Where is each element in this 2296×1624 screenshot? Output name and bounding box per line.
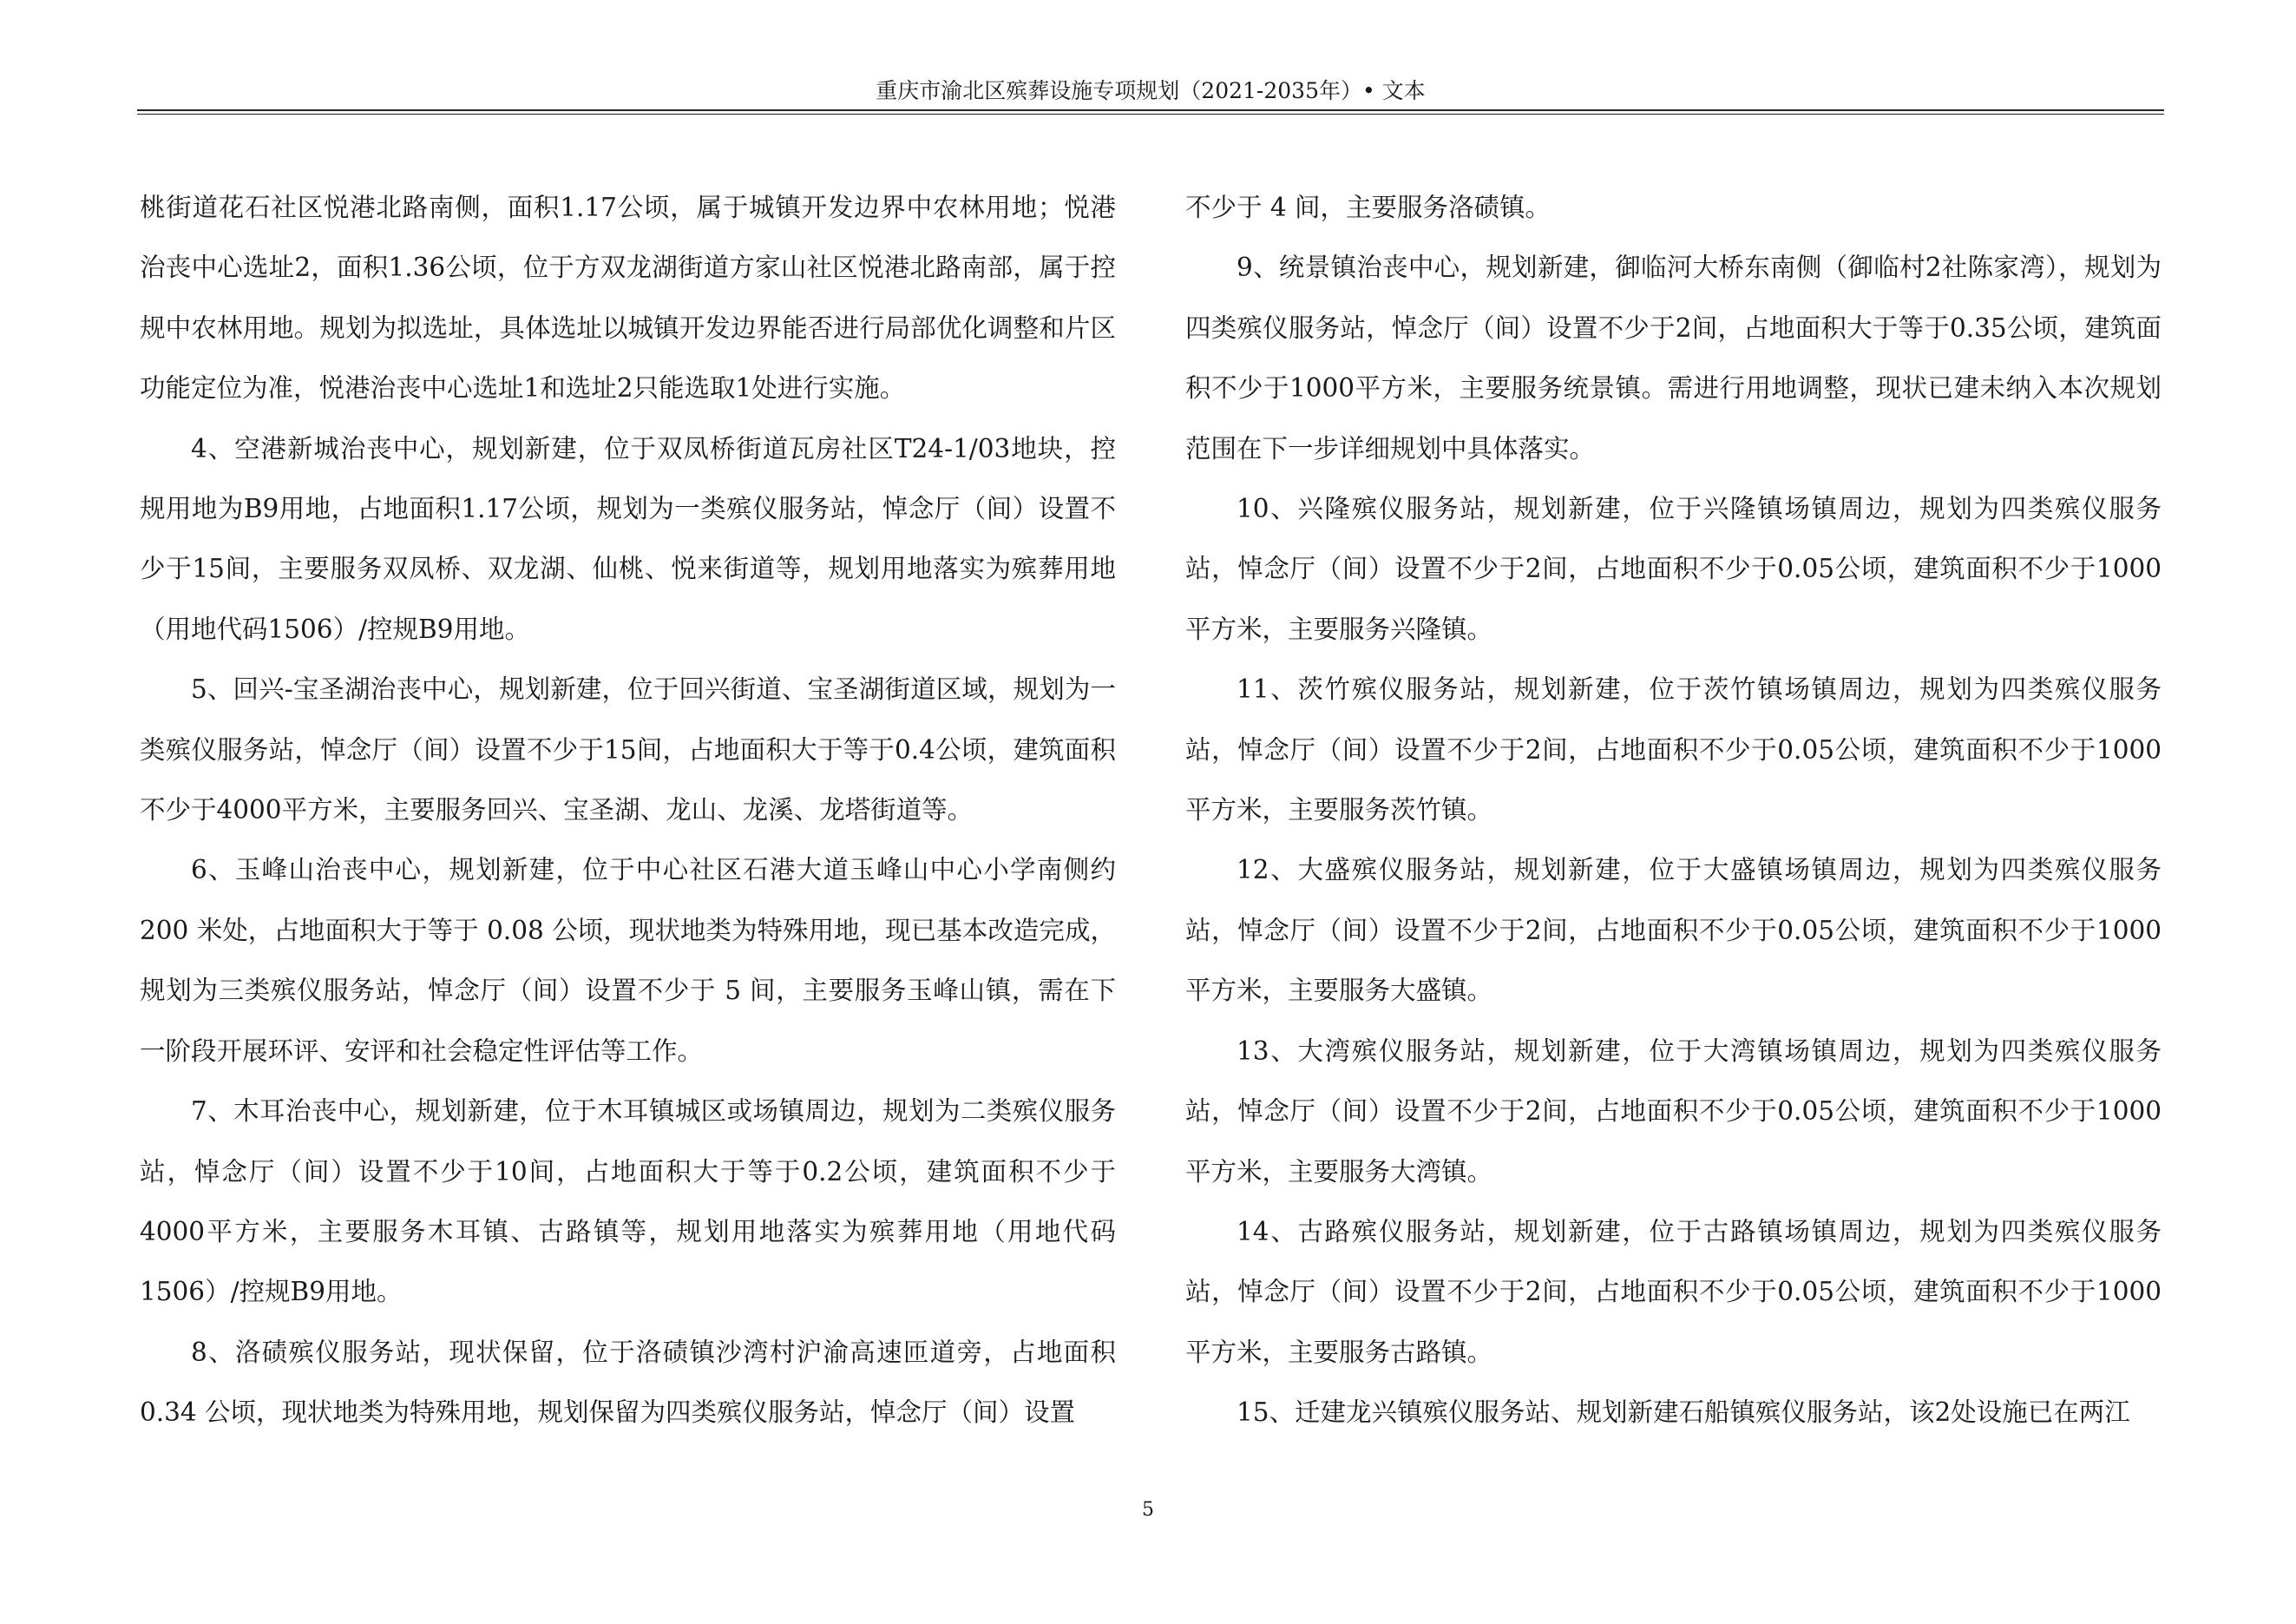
paragraph-item-10: 10、兴隆殡仪服务站，规划新建，位于兴隆镇场镇周边，规划为四类殡仪服务站，悼念厅（间）设置不少于2间，占地面积不少于0.05公顷，建筑面积不少于1000平方米，主要服务兴隆镇。 xyxy=(1185,494,2162,644)
paragraph-item-9: 9、统景镇治丧中心，规划新建，御临河大桥东南侧（御临村2社陈家湾），规划为四类殡仪服务站，悼念厅（间）设置不少于2间，占地面积大于等于0.35公顷，建筑面积不少于1000平方米，主要服务统景镇。需进行用地调整，现状已建未纳入本次规划范围在下一步详细规划中具体落实。 xyxy=(1185,253,2162,464)
paragraph-item-5: 5、回兴-宝圣湖治丧中心，规划新建，位于回兴街道、宝圣湖街道区域，规划为一类殡仪服务站，悼念厅（间）设置不少于15间，占地面积大于等于0.4公顷，建筑面积不少于4000平方米，主要服务回兴、宝圣湖、龙山、龙溪、龙塔街道等。 xyxy=(140,674,1116,825)
paragraph-item-8: 8、洛碛殡仪服务站，现状保留，位于洛碛镇沙湾村沪渝高速匝道旁，占地面积0.34 公顷，现状地类为特殊用地，规划保留为四类殡仪服务站，悼念厅（间）设置 xyxy=(140,1337,1116,1428)
paragraph-item-11: 11、茨竹殡仪服务站，规划新建，位于茨竹镇场镇周边，规划为四类殡仪服务站，悼念厅（间）设置不少于2间，占地面积不少于0.05公顷，建筑面积不少于1000平方米，主要服务茨竹镇。 xyxy=(1185,674,2162,825)
paragraph-item-4: 4、空港新城治丧中心，规划新建，位于双凤桥街道瓦房社区T24-1/03地块，控规用地为B9用地，占地面积1.17公顷，规划为一类殡仪服务站，悼念厅（间）设置不少于15间，主要服务双凤桥、双龙湖、仙桃、悦来街道等，规划用地落实为殡葬用地（用地代码1506）/控规B9用地。 xyxy=(140,433,1116,644)
page-header-title: 重庆市渝北区殡葬设施专项规划（2021-2035年）• 文本 xyxy=(876,78,1426,103)
paragraph-item-13: 13、大湾殡仪服务站，规划新建，位于大湾镇场镇周边，规划为四类殡仪服务站，悼念厅（间）设置不少于2间，占地面积不少于0.05公顷，建筑面积不少于1000平方米，主要服务大湾镇。 xyxy=(1185,1036,2162,1187)
paragraph-item-15: 15、迁建龙兴镇殡仪服务站、规划新建石船镇殡仪服务站，该2处设施已在两江 xyxy=(1237,1397,2130,1428)
paragraph-item-14: 14、古路殡仪服务站，规划新建，位于古路镇场镇周边，规划为四类殡仪服务站，悼念厅（间）设置不少于2间，占地面积不少于0.05公顷，建筑面积不少于1000平方米，主要服务古路镇。 xyxy=(1185,1216,2162,1367)
header-rule-bottom xyxy=(137,114,2164,115)
paragraph-item-7: 7、木耳治丧中心，规划新建，位于木耳镇城区或场镇周边，规划为二类殡仪服务站，悼念厅（间）设置不少于10间，占地面积大于等于0.2公顷，建筑面积不少于4000平方米，主要服务木耳镇、古路镇等，规划用地落实为殡葬用地（用地代码1506）/控规B9用地。 xyxy=(140,1096,1116,1307)
right-column xyxy=(1185,178,2162,1443)
paragraph-continued: 桃街道花石社区悦港北路南侧，面积1.17公顷，属于城镇开发边界中农林用地；悦港治丧中心选址2，面积1.36公顷，位于方双龙湖街道方家山社区悦港北路南部，属于控规中农林用地。规划为拟选址，具体选址以城镇开发边界能否进行局部优化调整和片区功能定位为准，悦港治丧中心选址1和选址2只能选取1处进行实施。 xyxy=(140,193,1116,404)
page-number: 5 xyxy=(1142,1499,1154,1521)
header-rule-top xyxy=(137,109,2164,111)
paragraph-item-8-continued: 不少于 4 间，主要服务洛碛镇。 xyxy=(1185,193,1551,222)
paragraph-item-6: 6、玉峰山治丧中心，规划新建，位于中心社区石港大道玉峰山中心小学南侧约200 米处，占地面积大于等于 0.08 公顷，现状地类为特殊用地，现已基本改造完成，规划为三类殡仪服务站，悼念厅（间）设置不少于 5 间，主要服务玉峰山镇，需在下一阶段开展环评、安评和社会稳定性评估等工作。 xyxy=(140,855,1116,1066)
paragraph-item-12: 12、大盛殡仪服务站，规划新建，位于大盛镇场镇周边，规划为四类殡仪服务站，悼念厅（间）设置不少于2间，占地面积不少于0.05公顷，建筑面积不少于1000平方米，主要服务大盛镇。 xyxy=(1185,855,2162,1006)
left-column xyxy=(140,178,1116,1443)
